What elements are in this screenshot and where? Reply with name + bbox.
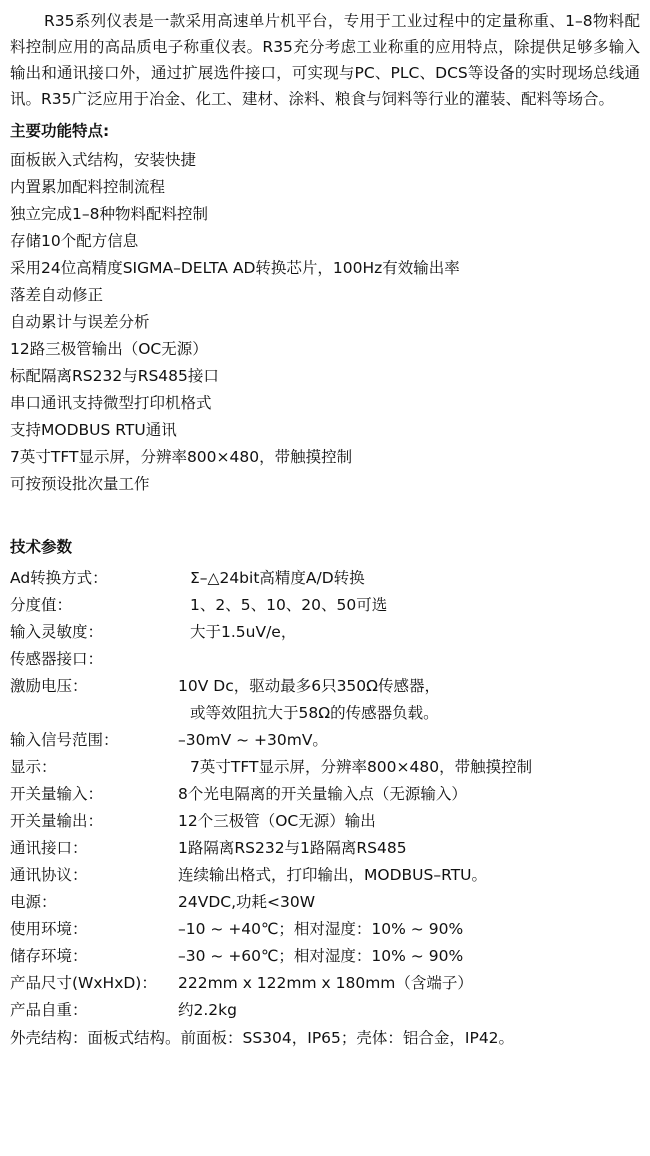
spec-value: 10V Dc，驱动最多6只350Ω传感器， (178, 677, 441, 695)
table-row (10, 916, 640, 943)
list-item: 可按预设批次量工作 (10, 475, 150, 493)
spec-label: 储存环境： (10, 947, 88, 965)
spec-label: Ad转换方式： (10, 569, 108, 587)
spec-value: 24VDC,功耗<30W (178, 893, 316, 911)
list-item: 支持MODBUS RTU通讯 (10, 421, 177, 439)
table-row (10, 727, 640, 754)
spec-value: –30mV ~ +30mV。 (178, 731, 328, 749)
table-row (10, 943, 640, 970)
list-item: 串口通讯支持微型打印机格式 (10, 394, 212, 412)
list-item: 采用24位高精度SIGMA–DELTA AD转换芯片，100Hz有效输出率 (10, 259, 460, 277)
table-row (10, 889, 640, 916)
spec-value: 1、2、5、10、20、50可选 (190, 596, 388, 614)
spec-value: 12个三极管（OC无源）输出 (178, 812, 376, 830)
table-row (10, 781, 640, 808)
list-item: 面板嵌入式结构，安装快捷 (10, 151, 197, 169)
list-item: 内置累加配料控制流程 (10, 178, 166, 196)
spec-label: 通讯接口： (10, 839, 88, 857)
section-spacer (10, 498, 640, 534)
list-item: 存储10个配方信息 (10, 232, 139, 250)
list-item: 独立完成1–8种物料配料控制 (10, 205, 208, 223)
spec-value: 8个光电隔离的开关量输入点（无源输入） (178, 785, 467, 803)
spec-label: 电源： (10, 893, 57, 911)
table-row (10, 673, 640, 700)
spec-value: 1路隔离RS232与1路隔离RS485 (178, 839, 407, 857)
spec-label: 产品自重： (10, 1001, 88, 1019)
table-row (10, 862, 640, 889)
table-row (10, 754, 640, 781)
spec-value: 7英寸TFT显示屏，分辨率800×480，带触摸控制 (190, 758, 533, 776)
spec-value: 约2.2kg (178, 1001, 237, 1019)
table-row (10, 646, 640, 673)
spec-label: 激励电压： (10, 677, 88, 695)
spec-value: 或等效阻抗大于58Ω的传感器负载。 (190, 704, 439, 722)
list-item: 12路三极管输出（OC无源） (10, 340, 208, 358)
table-row (10, 997, 640, 1024)
spec-label: 使用环境： (10, 920, 88, 938)
spec-label: 开关量输入： (10, 785, 104, 803)
spec-label: 传感器接口： (10, 650, 104, 668)
spec-value: Σ–△24bit高精度A/D转换 (190, 569, 365, 587)
spec-label: 分度值： (10, 596, 73, 614)
spec-label (10, 700, 178, 727)
specs-table (10, 565, 640, 1024)
list-item: 自动累计与误差分析 (10, 313, 150, 331)
table-row (10, 808, 640, 835)
spec-value: 连续输出格式，打印输出，MODBUS–RTU。 (178, 866, 488, 884)
spec-value (178, 646, 640, 673)
list-item: 落差自动修正 (10, 286, 104, 304)
spec-value: –30 ~ +60℃；相对湿度：10% ~ 90% (178, 947, 464, 965)
features-list (10, 147, 640, 498)
list-item: 标配隔离RS232与RS485接口 (10, 367, 219, 385)
spec-value: 大于1.5uV/e， (190, 623, 297, 641)
intro-paragraph: R35系列仪表是一款采用高速单片机平台，专用于工业过程中的定量称重、1–8物料配料控制应用的高品质电子称重仪表。R35充分考虑工业称重的应用特点，除提供足够多输入输出和通讯接口外，通过扩展选件接口，可实现与PC、PLC、DCS等设备的实时现场总线通讯。R35广泛应用于冶金、化工、建材、涂料、粮食与饲料等行业的灌装、配料等场合。 (10, 12, 640, 108)
spec-value: –10 ~ +40℃；相对湿度：10% ~ 90% (178, 920, 464, 938)
spec-label: 开关量输出： (10, 812, 104, 830)
table-row (10, 592, 640, 619)
table-row (10, 619, 640, 646)
table-row (10, 835, 640, 862)
table-row (10, 970, 640, 997)
table-row (10, 700, 640, 727)
specs-heading: 技术参数 (10, 538, 73, 556)
spec-label: 产品尺寸(WxHxD)： (10, 974, 157, 992)
spec-label: 显示： (10, 758, 57, 776)
features-heading: 主要功能特点: (10, 122, 110, 140)
spec-label: 输入信号范围： (10, 731, 119, 749)
spec-value: 222mm x 122mm x 180mm（含端子） (178, 974, 473, 992)
enclosure-structure-line: 外壳结构：面板式结构。前面板：SS304，IP65；壳体：铝合金，IP42。 (10, 1029, 515, 1047)
spec-label: 输入灵敏度： (10, 623, 104, 641)
spec-label: 通讯协议： (10, 866, 88, 884)
list-item: 7英寸TFT显示屏，分辨率800×480，带触摸控制 (10, 448, 353, 466)
table-row (10, 565, 640, 592)
